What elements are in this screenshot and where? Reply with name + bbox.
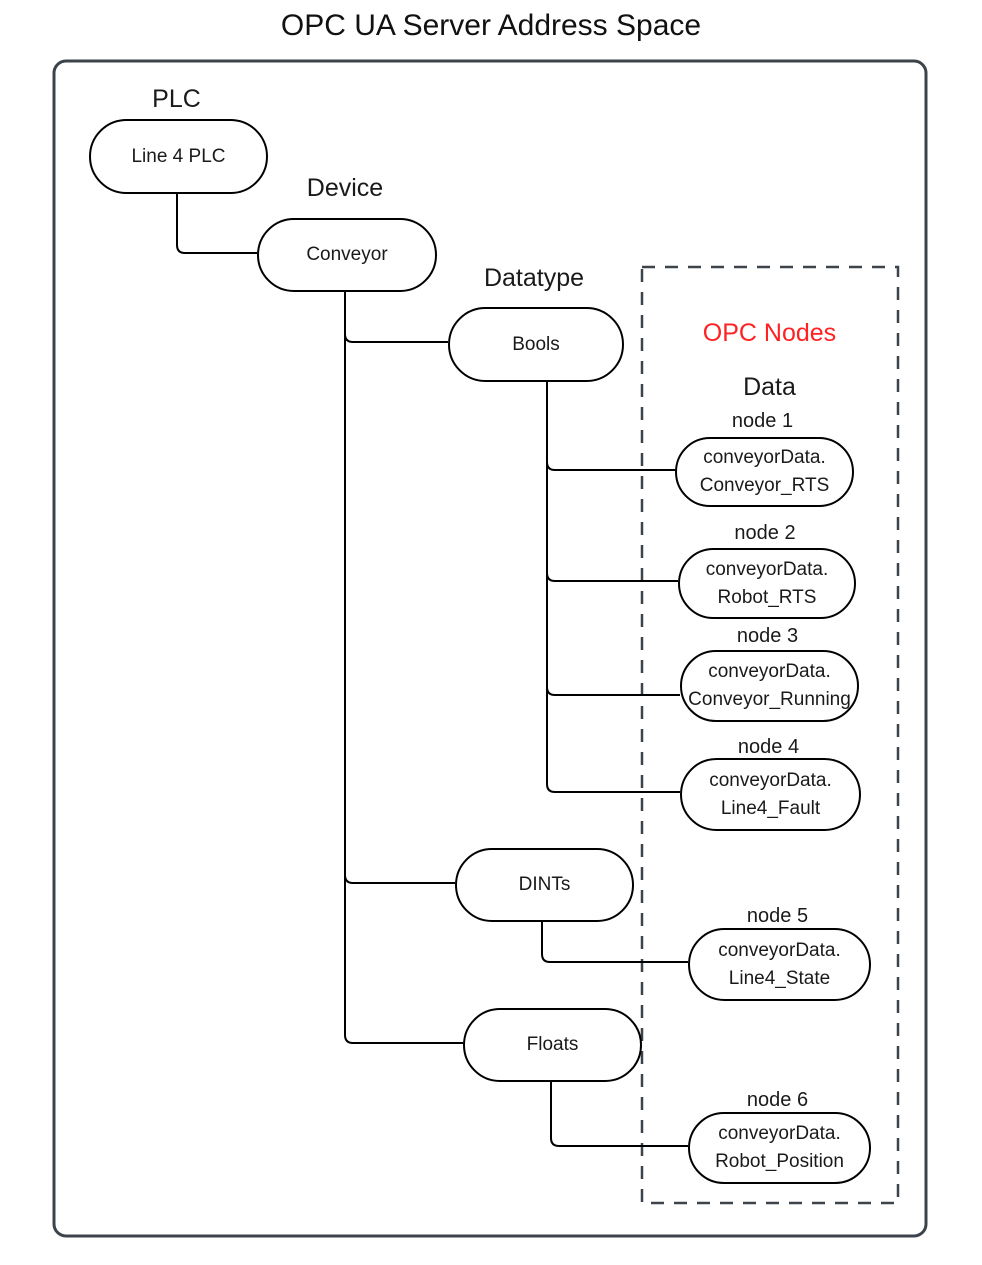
node-conveyor-rts-line2: Conveyor_RTS [699, 475, 830, 496]
node-line4-fault-line2: Line4_Fault [720, 797, 821, 819]
node-conveyor-running-line1: conveyorData. [708, 661, 831, 682]
node-conveyor [257, 218, 437, 292]
group-label-data: Data [743, 373, 796, 401]
node-line4-plc [89, 119, 268, 194]
node-robot-position-line2: Robot_Position [715, 1151, 844, 1172]
connector-bools-to-node3 [547, 378, 680, 695]
connector-bools-to-node4 [547, 378, 680, 792]
group-label-opc-nodes: OPC Nodes [702, 319, 837, 347]
node-conveyor-rts-line1: conveyorData. [703, 447, 826, 468]
node-line4-plc-label: Line 4 PLC [131, 145, 226, 167]
node-robot-rts-line2: Robot_RTS [717, 586, 817, 608]
node-conveyor-running-line2: Conveyor_Running [688, 689, 851, 710]
connector-bools-to-node2 [547, 378, 678, 581]
node-line4-state-line1: conveyorData. [718, 939, 841, 961]
group-label-device: Device [306, 174, 384, 202]
node-robot-position-line1: conveyorData. [718, 1123, 841, 1144]
caption-node-2: node 2 [734, 522, 796, 544]
node-line4-state-line2: Line4_State [728, 967, 831, 989]
node-robot-rts-line1: conveyorData. [705, 558, 829, 580]
node-robot-rts [678, 548, 856, 619]
caption-node-5: node 5 [746, 905, 809, 927]
node-bools [448, 307, 624, 382]
node-dints [455, 848, 634, 922]
node-conveyor-label: Conveyor [306, 244, 388, 265]
connector-conveyor-to-floats [345, 288, 463, 1043]
caption-node-6: node 6 [746, 1089, 809, 1111]
node-conveyor-running [680, 650, 859, 722]
opc-nodes-dashed-box [642, 267, 898, 1203]
caption-node-3: node 3 [736, 625, 799, 647]
node-floats [463, 1008, 642, 1082]
node-line4-fault [680, 758, 861, 831]
connector-conveyor-to-dints [345, 288, 455, 883]
node-floats-label: Floats [526, 1034, 579, 1055]
node-dints-label: DINTs [518, 874, 571, 895]
node-robot-position [688, 1112, 871, 1184]
group-label-datatype: Datatype [483, 264, 585, 292]
group-label-plc: PLC [152, 85, 201, 113]
diagram-title: OPC UA Server Address Space [280, 9, 702, 42]
node-bools-label: Bools [512, 333, 560, 355]
node-line4-state [688, 928, 871, 1001]
node-conveyor-rts [675, 437, 854, 507]
node-line4-fault-line1: conveyorData. [709, 769, 832, 791]
connector-conveyor-to-bools [345, 288, 448, 342]
connector-dints-to-node5 [542, 918, 688, 962]
connector-floats-to-node6 [551, 1078, 688, 1146]
caption-node-4: node 4 [737, 736, 800, 758]
connector-plc-to-conveyor [177, 190, 257, 253]
caption-node-1: node 1 [731, 410, 794, 432]
